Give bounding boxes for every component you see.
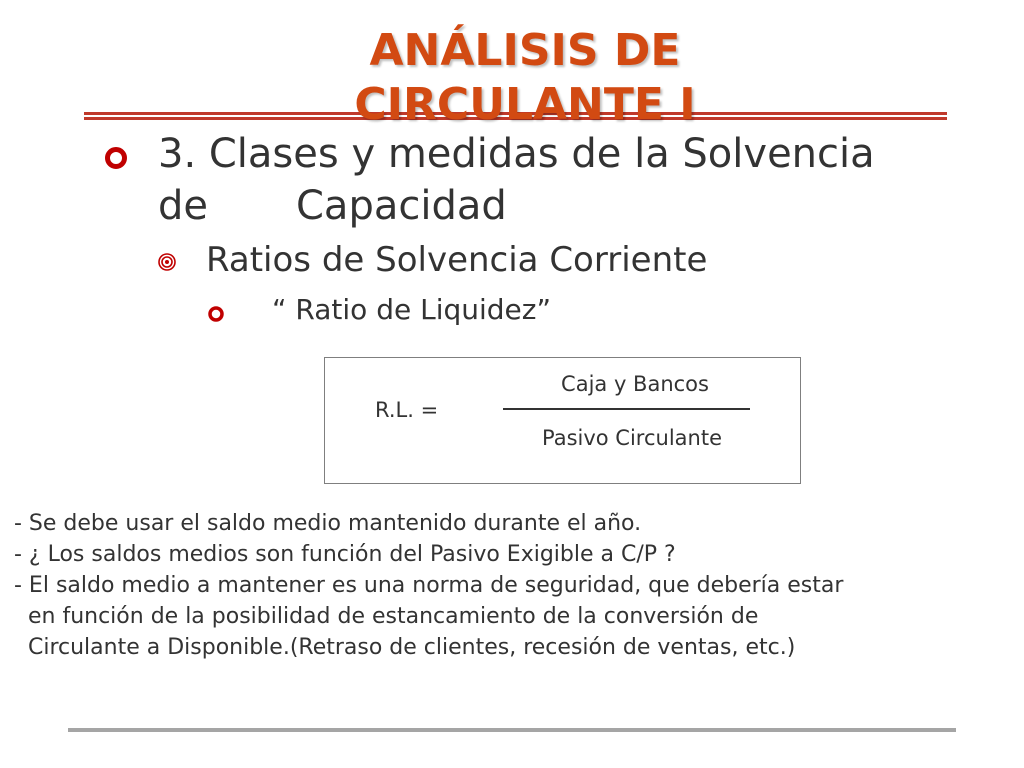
formula-numerator: Caja y Bancos [561,372,709,396]
formula-numerator-wrap [325,372,800,396]
slide-title-line1: ANÁLISIS DE [369,25,681,76]
note-line-1: - Se debe usar el saldo medio mantenido durante el año. [14,511,642,536]
bullet-level1-text [158,128,988,232]
ring-bullet-icon [103,145,129,171]
note-line-4: en función de la posibilidad de estancamiento de la conversión de [14,604,759,629]
level1-line2-rest: Capacidad [296,183,507,229]
notes-block [14,508,1014,663]
target-bullet-icon [157,252,177,272]
small-ring-bullet-icon [206,304,226,324]
bullet-level2-text: Ratios de Solvencia Corriente [206,240,708,280]
note-line-3: - El saldo medio a mantener es una norma de seguridad, que debería estar [14,573,844,598]
bullet-level3-text: “ Ratio de Liquidez” [272,293,551,326]
formula-denominator: Pasivo Circulante [541,426,722,450]
note-line-2: - ¿ Los saldos medios son función del Pasivo Exigible a C/P ? [14,542,676,567]
slide-title [260,24,790,132]
level1-line1: 3. Clases y medidas de la Solvencia [158,131,875,177]
slide-title-line2: CIRCULANTE I [354,79,696,130]
formula-box [324,357,801,484]
note-line-5: Circulante a Disponible.(Retraso de clientes, recesión de ventas, etc.) [14,635,796,660]
fraction-bar [503,408,750,410]
formula-denominator-wrap [325,426,800,450]
formula-lhs: R.L. = [375,398,439,422]
footer-rule [68,728,956,732]
level1-line2-word: de [158,183,208,229]
